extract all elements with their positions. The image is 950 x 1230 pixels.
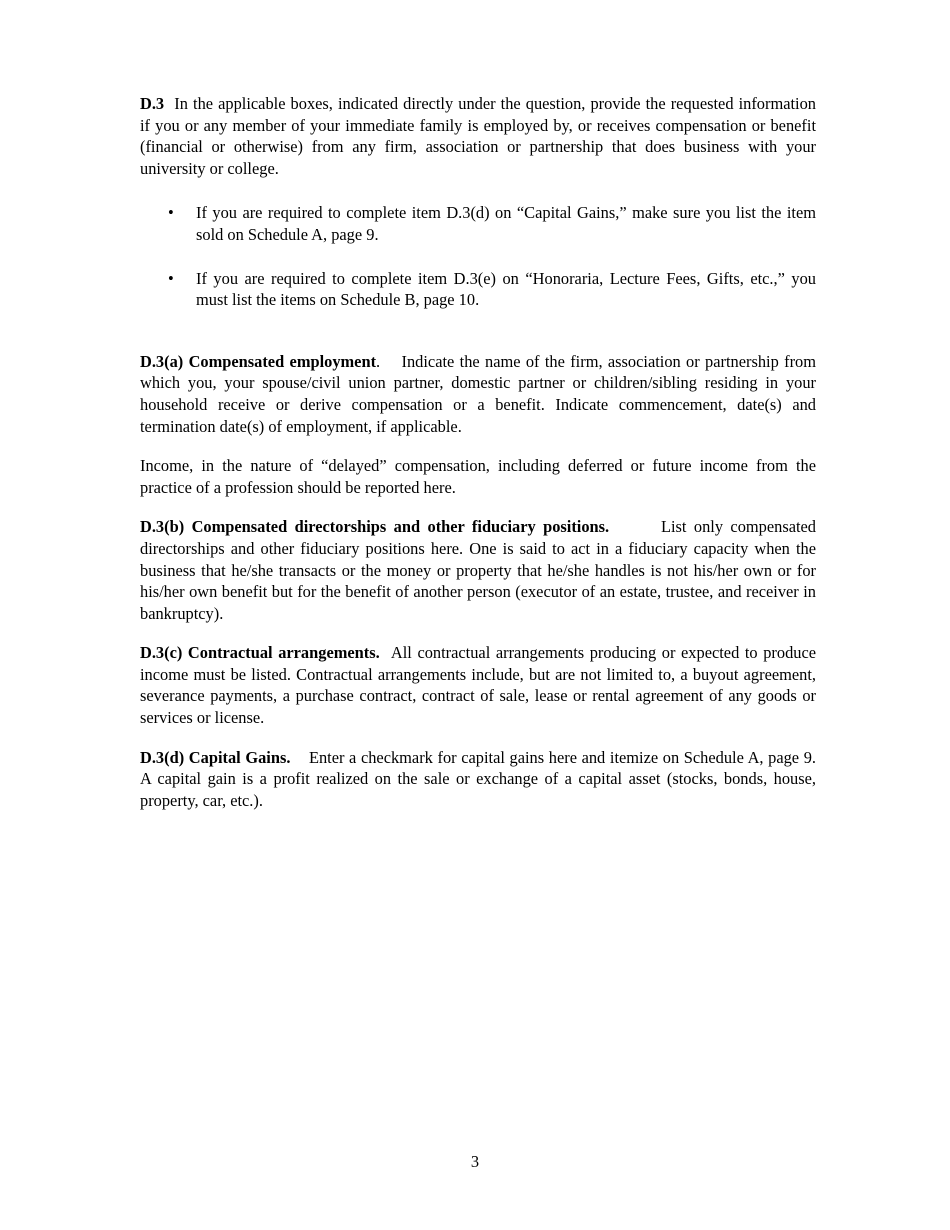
section-d3d — [140, 747, 816, 812]
list-item — [140, 202, 816, 245]
section-d3d-heading: D.3(d) Capital Gains. — [140, 747, 291, 767]
section-d3c-heading: D.3(c) Contractual arrangements. — [140, 643, 380, 663]
intro-paragraph — [140, 93, 816, 179]
section-d3a-text: Indicate the name of the firm, association or partnership from which you, your spouse/civil union partner, domestic partner or children/sibling residing in your household receive or derive compensation or a benefit. Indicate commencement, date(s) and termination date(s) of employment, if applicable. — [140, 351, 816, 436]
section-d3c-text: All contractual arrangements producing or expected to produce income must be listed. Contractual arrangements include, but are not limited to, a buyout agreement, severance payments, a purchase contract, contract of sale, lease or rental agreement of any goods or services or license. — [140, 643, 817, 728]
list-item — [140, 268, 816, 311]
bullet-icon: • — [168, 203, 174, 223]
section-d3a-heading: D.3(a) Compensated employment — [140, 351, 377, 371]
bullet-icon: • — [168, 268, 174, 288]
section-d3b — [140, 516, 816, 624]
intro-text: In the applicable boxes, indicated directly under the question, provide the requested information if you or any member of your immediate family is employed by, or receives compensation or benefit (financial or otherwise) from any firm, association or partnership that does business with your university or college. — [140, 94, 816, 178]
section-d3b-text: List only compensated directorships and other fiduciary positions here. One is said to act in a fiduciary capacity when the business that he/she transacts or the money or property that he/she handles is not his/her own or for his/her own benefit but for the benefit of another person (executor of an estate, trustee, and receiver in bankruptcy). — [140, 517, 816, 623]
bullet-text: If you are required to complete item D.3(e) on “Honoraria, Lecture Fees, Gifts, etc.,” you must list the items on Schedule B, page 10. — [196, 268, 816, 310]
section-d3a-heading-suffix: . — [376, 351, 381, 371]
section-d3b-heading: D.3(b) Compensated directorships and other fiduciary positions. — [140, 517, 610, 537]
section-d3d-text: Enter a checkmark for capital gains here and itemize on Schedule A, page 9. A capital gain is a profit realized on the sale or exchange of a capital asset (stocks, bonds, house, property, car, etc.). — [140, 747, 816, 810]
income-note-paragraph: Income, in the nature of “delayed” compensation, including deferred or future income from the practice of a profession should be reported here. — [140, 456, 816, 497]
intro-label: D.3 — [140, 94, 165, 113]
page-number: 3 — [470, 1152, 480, 1171]
section-d3c — [140, 642, 816, 728]
section-d3a — [140, 351, 816, 437]
instruction-bullet-list — [140, 202, 816, 310]
bullet-text: If you are required to complete item D.3(d) on “Capital Gains,” make sure you list the item sold on Schedule A, page 9. — [196, 203, 816, 244]
document-page — [140, 93, 816, 811]
